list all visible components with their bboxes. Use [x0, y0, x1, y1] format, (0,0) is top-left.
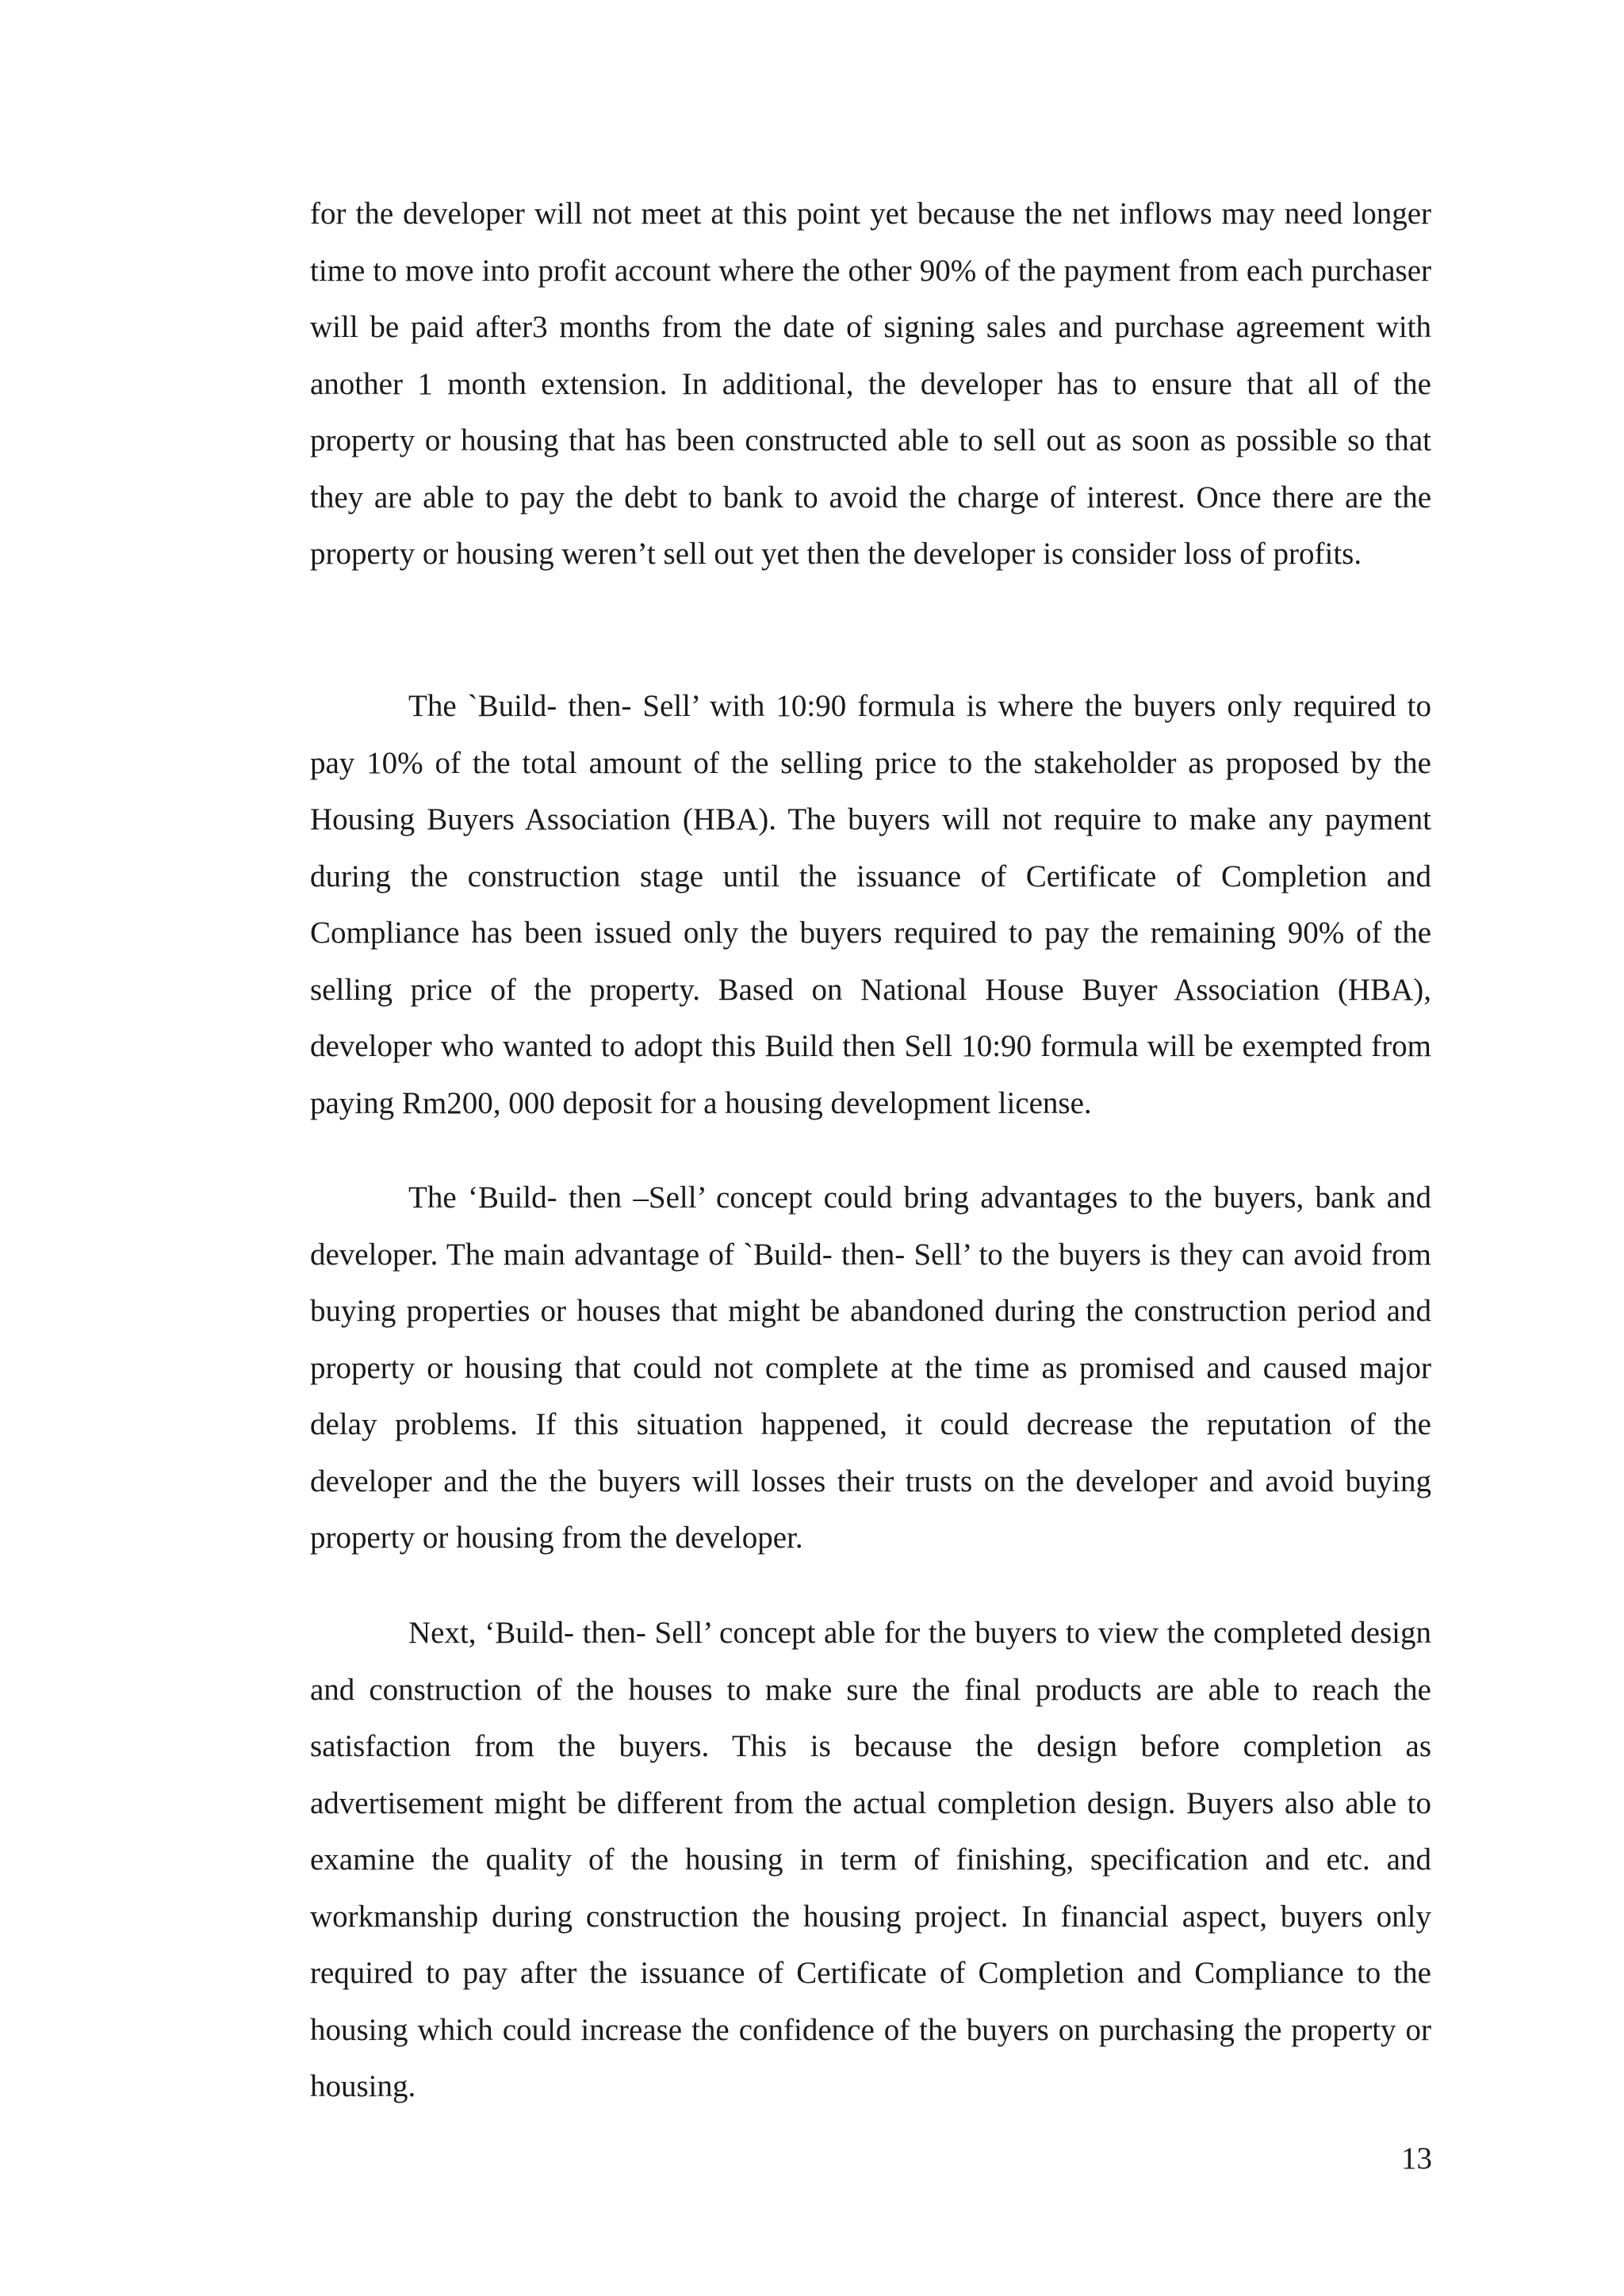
paragraph-text: Next, ‘Build- then- Sell’ concept able for the buyers to view the completed design and construction of the houses to make sure the final products are able to reach the satisfaction from the buyers. This is because the design before completion as advertisement might be different from the actual completion design. Buyers also able to examine the quality of the housing in term of finishing, specification and etc. and workmanship during construction the housing project. In financial aspect, buyers only required to pay after the issuance of Certificate of Completion and Compliance to the housing which could increase the confidence of the buyers on purchasing the property or housing.: [310, 1616, 1431, 2103]
paragraph-text: The `Build- then- Sell’ with 10:90 formula is where the buyers only required to pay 10% of the total amount of the selling price to the stakeholder as proposed by the Housing Buyers Association (HBA). The buyers will not require to make any payment during the construction stage until the issuance of Certificate of Completion and Compliance has been issued only the buyers required to pay the remaining 90% of the selling price of the property. Based on National House Buyer Association (HBA), developer who wanted to adopt this Build then Sell 10:90 formula will be exempted from paying Rm200, 000 deposit for a housing development license.: [310, 689, 1431, 1120]
paragraph-build-then-sell-formula: [310, 678, 1431, 1131]
paragraph-text: for the developer will not meet at this point yet because the net inflows may need longer time to move into profit account where the other 90% of the payment from each purchaser will be paid after3 months from the date of signing sales and purchase agreement with another 1 month extension. In additional, the developer has to ensure that all of the property or housing that has been constructed able to sell out as soon as possible so that they are able to pay the debt to bank to avoid the charge of interest. Once there are the property or housing weren’t sell out yet then the developer is consider loss of profits.: [310, 197, 1431, 571]
paragraph-continuation: [310, 186, 1431, 583]
paragraph-text: The ‘Build- then –Sell’ concept could bring advantages to the buyers, bank and developer. The main advantage of `Build- then- Sell’ to the buyers is they can avoid from buying properties or houses that might be abandoned during the construction period and property or housing that could not complete at the time as promised and caused major delay problems. If this situation happened, it could decrease the reputation of the developer and the the buyers will losses their trusts on the developer and avoid buying property or housing from the developer.: [310, 1181, 1431, 1555]
paragraph-advantages: [310, 1169, 1431, 1567]
paragraph-view-completed-design: [310, 1605, 1431, 2115]
page-number: 13: [1401, 2141, 1432, 2175]
